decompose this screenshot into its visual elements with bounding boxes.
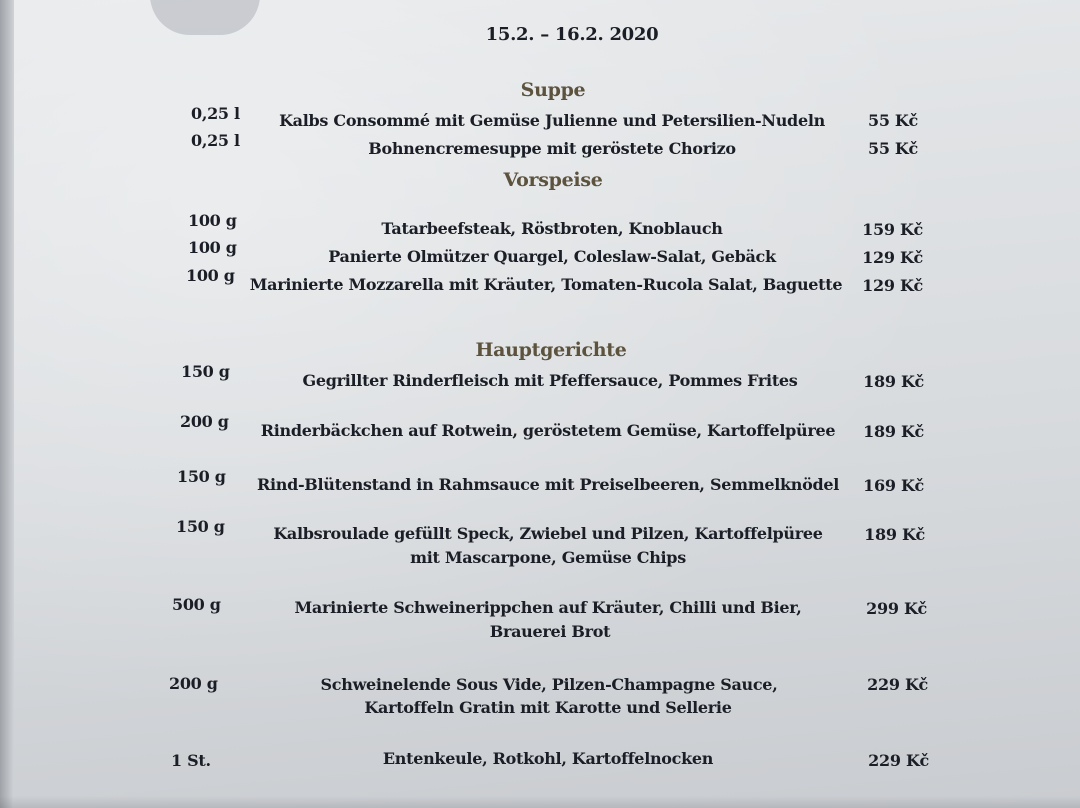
price: 129 Kč	[862, 276, 923, 295]
dish-name: Marinierte Schweinerippchen auf Kräuter, Chilli und Bier,	[294, 598, 802, 617]
dish-name-cont: Brauerei Brot	[489, 622, 611, 641]
dish-name: Gegrillter Rinderfleisch mit Pfeffersauce, Pommes Frites	[302, 371, 798, 390]
section-title-hauptgerichte: Hauptgerichte	[475, 339, 627, 361]
dish-name-cont: mit Mascarpone, Gemüse Chips	[410, 548, 686, 567]
page-left-edge	[0, 0, 14, 808]
portion: 150 g	[181, 362, 230, 381]
page-bottom-fade	[0, 796, 1080, 808]
price: 299 Kč	[866, 599, 927, 618]
price: 189 Kč	[864, 525, 925, 544]
dish-name: Tatarbeefsteak, Röstbroten, Knoblauch	[381, 219, 723, 238]
dish-name: Marinierte Mozzarella mit Kräuter, Tomaten-Rucola Salat, Baguette	[249, 275, 843, 294]
price: 55 Kč	[868, 139, 918, 158]
portion: 100 g	[188, 211, 237, 230]
portion: 1 St.	[171, 751, 211, 770]
portion: 0,25 l	[191, 104, 240, 123]
dish-name-cont: Kartoffeln Gratin mit Karotte und Sellerie	[364, 698, 732, 717]
dish-name: Kalbs Consommé mit Gemüse Julienne und Petersilien-Nudeln	[279, 111, 825, 130]
dish-name: Rinderbäckchen auf Rotwein, geröstetem Gemüse, Kartoffelpüree	[260, 421, 836, 440]
price: 159 Kč	[862, 220, 923, 239]
price: 189 Kč	[863, 372, 924, 391]
price: 169 Kč	[863, 476, 924, 495]
portion: 150 g	[176, 517, 225, 536]
dish-name: Panierte Olmützer Quargel, Coleslaw-Salat, Gebäck	[328, 247, 776, 266]
price: 229 Kč	[867, 675, 928, 694]
dish-name: Rind-Blütenstand in Rahmsauce mit Preiselbeeren, Semmelknödel	[256, 475, 840, 494]
portion: 200 g	[169, 674, 218, 693]
section-title-vorspeise: Vorspeise	[503, 169, 603, 191]
price: 189 Kč	[863, 422, 924, 441]
shadow-shape	[150, 0, 260, 35]
section-title-suppe: Suppe	[520, 79, 586, 101]
price: 55 Kč	[868, 111, 918, 130]
portion: 100 g	[188, 238, 237, 257]
price: 229 Kč	[868, 751, 929, 770]
portion: 150 g	[177, 467, 226, 486]
portion: 500 g	[172, 595, 221, 614]
portion: 200 g	[180, 412, 229, 431]
portion: 0,25 l	[191, 131, 240, 150]
date-range: 15.2. – 16.2. 2020	[485, 24, 659, 45]
dish-name: Schweinelende Sous Vide, Pilzen-Champagne Sauce,	[320, 675, 778, 694]
price: 129 Kč	[862, 248, 923, 267]
portion: 100 g	[186, 266, 235, 285]
dish-name: Bohnencremesuppe mit geröstete Chorizo	[368, 139, 736, 158]
dish-name: Kalbsroulade gefüllt Speck, Zwiebel und Pilzen, Kartoffelpüree	[273, 524, 823, 543]
dish-name: Entenkeule, Rotkohl, Kartoffelnocken	[382, 749, 714, 768]
